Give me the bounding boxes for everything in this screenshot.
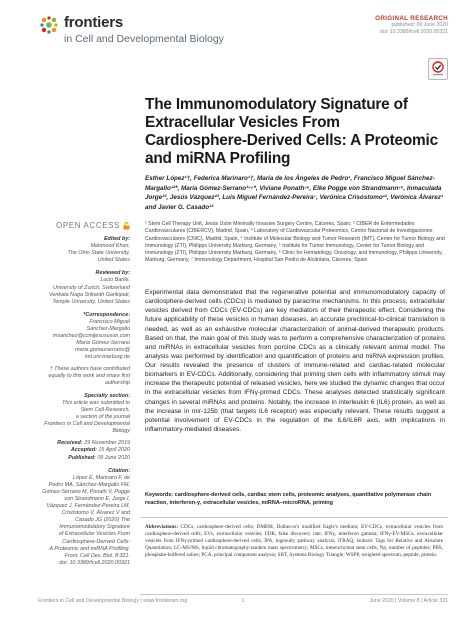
accepted-label: Accepted: (70, 447, 97, 454)
correspondence-email[interactable]: maria.gomezserrano@ (75, 347, 130, 354)
citation-label: Citation: (108, 467, 130, 474)
specialty-line: Biology (112, 428, 130, 435)
affiliations: ¹ Stem Cell Therapy Unit, Jesús Usón Minimally Invasive Surgery Centre, Cáceres, Spain, ² CIBER de Enfermedades Cardiovasculares (CIBERCV), Madrid, Spain, ³ Laboratory of Cardiovascular Proteomics, Centro Nacional de Investigaciones Cardiovasculares (CNIC), Madrid, Spain, ⁴ Institute of Molecular Biology and Tumor Research (IMT), Center for Tumor Biology and Immunology (ZTI), Philipps University Marburg, Germany, ⁵ Institute for Tumor Immunology, Center for Tumor Biology and Immunology (ZTI), Philipps University Marburg, Germany, ⁶ Clinic for Hematology, Oncology, and Immunology, Philipps University, Marburg, Germany, ⁷ Immunology Department, Hospital San Pedro de Alcántara, Cáceres, Spain (145, 221, 445, 264)
published-label: Published: (68, 454, 96, 461)
open-access-label (38, 222, 130, 230)
article-sidebar (38, 222, 130, 567)
abstract: Experimental data demonstrated that the regenerative potential and immunomodulatory capacity of cardiosphere-derived cells (CDCs) is mediated by paracrine mechanisms. In this process, extracellular vesicles derived from CDCs (EV-CDCs) are key mediators of their therapeutic effect. Considering the future applicability of these vesicles in human diseases, an accurate preclinical-to-clinical translation is needed, as well as an exhaustive molecular characterization of animal-derived therapeutic products. Based on that, the main goal of this study was to perform a comprehensive characterization of proteins and miRNAs in extracellular vesicles from porcine CDCs as a clinically relevant animal model. The analysis was performed by identification and quantification of proteins and miRNA expression profiles. Our results revealed the presence of clusters of immune-related and cardiac-related molecular biomarkers in EV-CDCs. Additionally, considering that priming stem cells with inflammatory stimuli may increase the therapeutic potential of released vesicles, here we studied the dynamic changes that occur in the extracellular vesicles from IFNγ-primed CDCs. These analyses detected statistically significant changes in several miRNAs and proteins. Notably, the increase in interleukin 6 (IL6) protein, as well as the increase in mir-125b (that targets IL6 receptor) was especially relevant. These results suggest a potential involvement of EV-CDCs in the regulation of the IL6/IL6R axis, with implications in inflammatory-mediated diseases. (145, 289, 445, 433)
citation-line: Gómez-Serrano M, Ponath V, Pogge (42, 488, 130, 495)
citation-line: doi: 10.3389/fcell.2020.00321 (59, 559, 130, 566)
correspondence-email[interactable]: msanchez@ccmijesususon.com (52, 333, 130, 340)
citation-line: López E, Marinaro F, de (72, 474, 130, 481)
specialty-line: Frontiers in Cell and Developmental (44, 421, 130, 428)
abbreviations-box (140, 517, 448, 595)
published-date-side: 09 June 2020 (97, 454, 130, 461)
citation-line: Pedro MA, Sánchez-Margallo FM, (48, 481, 130, 488)
received-label: Received: (57, 440, 83, 447)
citation-line: Cardiosphere-Derived Cells: (62, 538, 130, 545)
correspondence-line: Sánchez-Margallo (86, 326, 130, 333)
reviewed-by-line: Lucio Barile, (100, 277, 130, 284)
article-meta (375, 15, 448, 36)
page-number: 1 (241, 598, 245, 604)
reviewed-by-line: Temple University, United States (52, 298, 130, 305)
edited-by-line: The Ohio State University, (67, 250, 130, 257)
received-row (38, 440, 130, 447)
citation-line: Immunomodulatory Signature (59, 524, 130, 531)
abbreviations-text: CDCs, cardiosphere-derived cells; DMEM, Dulbecco's modified Eagle's medium; EV-CDCs, extracellular vesicles from cardiosphere-derived cells; EVs, extracellular vesicles; FDR, false discovery rate; IFNγ, interferon gamma; IFNγ-EV-MSCs, extracellular vesicles from IFNγ-primed cardiosphere-derived cells; IPA, ingenuity pathway analysis; iTRAQ, isobaric Tags for Relative and Absolute Quantitation; LC-MS/MS, liquid chromatography-tandem mass spectrometry; MSCs, mesenchymal stem cells; Np, number of peptides; PBS, phosphate-buffered saline; PCA, principal component analysis; SBT, Systems Biology Triangle; WSPP, weighted spectrum, peptide, protein. (145, 524, 444, 558)
reviewed-by-line: Venkata Naga Srikanth Garikipati, (48, 291, 130, 298)
published-row (38, 455, 130, 462)
author-list: Esther López¹†, Federica Marinaro¹†, María de los Ángeles de Pedro¹, Francisco Miguel Sánchez-Margallo¹²*, María Gómez-Serrano³⁴⁵*, Viviane Ponath⁵⁶, Elke Pogge von Strandmann⁵⁶, Inmaculada Jorge²³, Jesús Vázquez²³, Luis Miguel Fernández-Pereira⁷, Verónica Crisóstomo¹², Verónica Álvarez¹ and Javier G. Casado¹² (145, 175, 443, 211)
keywords-label: Keywords: (145, 492, 174, 498)
edited-by-line: United States (97, 257, 130, 264)
keywords-text: cardiosphere-derived cells, cardiac stem cells, proteomic analyses, quantitative polymerase chain reaction, interferon-γ, extracellular vesicles, miRNA–microRNA, priming (145, 492, 432, 506)
journal-name: in Cell and Developmental Biology (64, 33, 224, 45)
open-access-text: OPEN ACCESS (56, 221, 120, 231)
keywords (145, 492, 445, 507)
correspondence-email[interactable]: imt.uni-marburg.de (84, 354, 130, 361)
equal-contribution-note: † These authors have contributed equally to this work and share first authorship (48, 365, 130, 386)
specialty-line: Stem Cell Research, (80, 406, 130, 413)
footer-volume: June 2020 | Volume 8 | Article 321 (369, 598, 448, 604)
check-for-updates-icon (429, 59, 447, 79)
frontiers-logo-icon (38, 14, 60, 36)
citation-line: Vázquez J, Fernández-Pereira LM, (46, 503, 130, 510)
journal-header (38, 14, 448, 54)
correspondence-line: María Gómez-Serrano (76, 340, 130, 347)
open-lock-icon (123, 222, 130, 230)
citation-line: von Strandmann E, Jorge I, (64, 496, 130, 502)
edited-by-label: Edited by: (103, 236, 130, 242)
check-for-updates-badge[interactable] (428, 58, 448, 80)
correspondence-label: *Correspondence: (83, 311, 130, 318)
citation-line: Crisóstomo V, Álvarez V and (61, 510, 130, 517)
article-title: The Immunomodulatory Signature of Extracellular Vesicles From Cardiosphere-Derived Cells: A Proteomic and miRNA Profiling (145, 96, 438, 167)
received-date: 29 November 2019 (84, 440, 130, 447)
citation-line: of Extracellular Vesicles From (58, 531, 130, 538)
citation-line: Casado JG (2020) The (75, 517, 130, 524)
article-type: ORIGINAL RESEARCH (375, 15, 448, 22)
citation-line: A Proteomic and miRNA Profiling. (49, 545, 130, 552)
abbreviations-label: Abbreviations: (145, 524, 179, 530)
accepted-date: 15 April 2020 (98, 447, 130, 454)
reviewed-by-line: University of Zurich, Switzerland (53, 284, 130, 291)
accepted-row (38, 447, 130, 454)
citation-line: Front. Cell Dev. Biol. 8:321. (64, 552, 130, 559)
footer-journal[interactable]: Frontiers in Cell and Developmental Biology | www.frontiersin.org (38, 598, 188, 604)
reviewed-by-label: Reviewed by: (95, 270, 130, 277)
published-date: published: 09 June 2020 (391, 22, 448, 28)
doi[interactable]: doi: 10.3389/fcell.2020.00321 (379, 29, 448, 35)
specialty-line: a section of the journal (75, 414, 130, 421)
specialty-line: This article was submitted to (61, 399, 130, 406)
brand-name: frontiers (64, 14, 124, 31)
edited-by-line: Mahmood Khan, (90, 243, 130, 250)
correspondence-line: Francisco Miguel (89, 318, 130, 325)
specialty-label: Specialty section: (84, 392, 130, 399)
